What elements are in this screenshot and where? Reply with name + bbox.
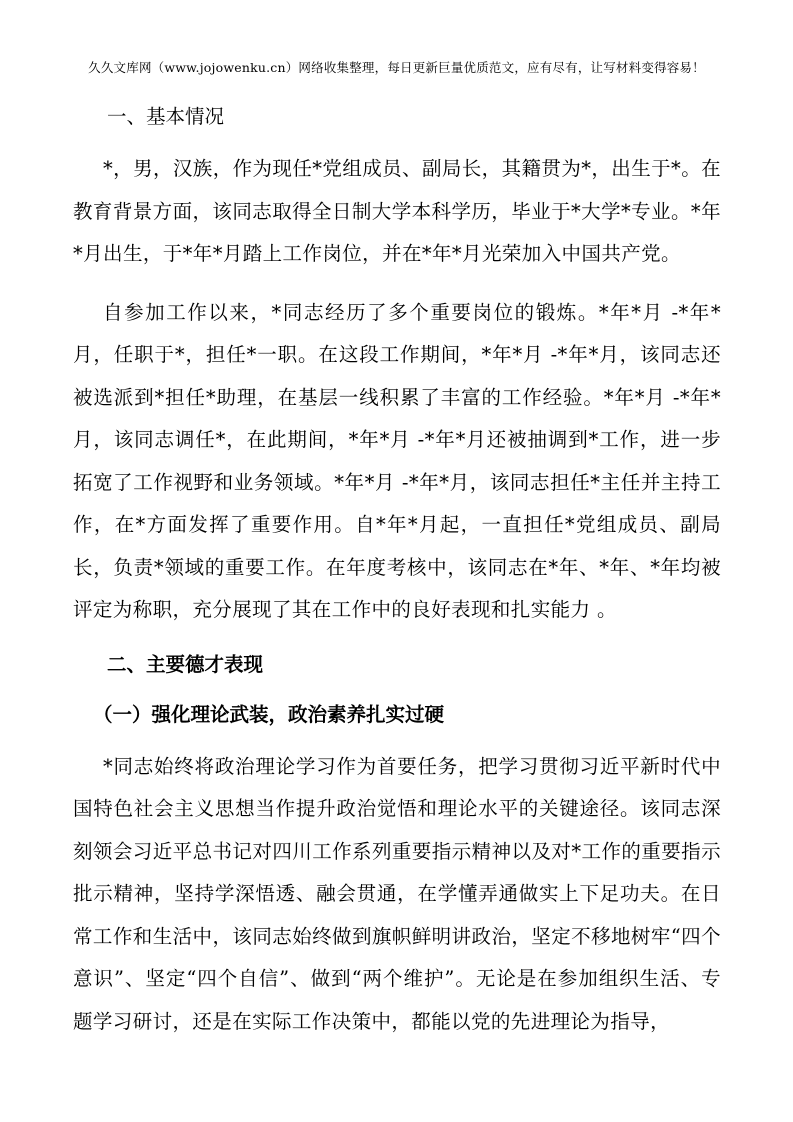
subheading-theory-study: （一）强化理论武装，政治素养扎实过硬 xyxy=(93,702,445,726)
section-heading-basic-info: 一、基本情况 xyxy=(107,105,225,128)
section-heading-main-performance: 二、主要德才表现 xyxy=(107,652,264,676)
document-body xyxy=(73,98,721,1043)
paragraph-basic-info: *，男，汉族，作为现任*党组成员、副局长，其籍贯为*，出生于*。在教育背景方面，该同志取得全日制大学本科学历，毕业于*大学*专业。*年*月出生，于*年*月踏上工作岗位，并在*年*月光荣加入中国共产党。 xyxy=(73,157,721,265)
header-source-note: 久久文库网（www.jojowenku.cn）网络收集整理，每日更新巨量优质范文，应有尽有，让写材料变得容易！ xyxy=(88,60,705,75)
paragraph-work-history: 自参加工作以来，*同志经历了多个重要岗位的锻炼。*年*月 -*年*月，任职于*，担任*一职。在这段工作期间，*年*月 -*年*月，该同志还被选派到*担任*助理，在基层一线积累了丰富的工作经验。*年*月 -*年*月，该同志调任*，在此期间，*年*月 -*年*月还被抽调到*工作，进一步拓宽了工作视野和业务领域。*年*月 -*年*月，该同志担任*主任并主持工作，在*方面发挥了重要作用。自*年*月起，一直担任*党组成员、副局长，负责*领域的重要工作。在年度考核中，该同志在*年、*年、*年均被评定为称职，充分展现了其在工作中的良好表现和扎实能力 。 xyxy=(73,300,722,621)
paragraph-theory-study: *同志始终将政治理论学习作为首要任务，把学习贯彻习近平新时代中国特色社会主义思想当作提升政治觉悟和理论水平的关键途径。该同志深刻领会习近平总书记对四川工作系列重要指示精神以及对*工作的重要指示批示精神，坚持学深悟透、融会贯通，在学懂弄通做实上下足功夫。在日常工作和生活中，该同志始终做到旗帜鲜明讲政治，坚定不移地树牢“四个意识”、坚定“四个自信”、做到“两个维护”。无论是在参加组织生活、专题学习研讨，还是在实际工作决策中，都能以党的先进理论为指导， xyxy=(73,754,721,1033)
